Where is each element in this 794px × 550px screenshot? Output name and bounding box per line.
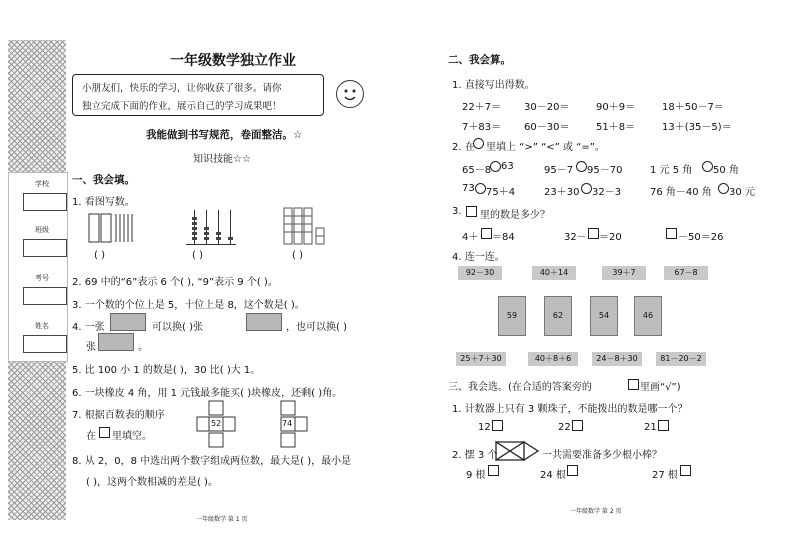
- question-4-end: ，也可以换( ): [286, 322, 347, 333]
- option-checkbox[interactable]: [658, 420, 669, 431]
- option-checkbox[interactable]: [492, 420, 503, 431]
- calc-item: 60－30＝: [524, 122, 570, 133]
- calc-item: 22＋7＝: [462, 102, 502, 113]
- cube-columns-figure: [282, 206, 328, 246]
- option-checkbox[interactable]: [680, 465, 691, 476]
- banknote-image: [246, 313, 282, 331]
- compare-circle[interactable]: [576, 161, 587, 172]
- page-footer: 一年级数学 第 1 页: [196, 516, 248, 523]
- bottom-card[interactable]: 81－20－2: [656, 352, 706, 366]
- compare-circle[interactable]: [581, 183, 592, 194]
- option-label: 24 根: [540, 470, 566, 481]
- class-field[interactable]: [23, 239, 67, 257]
- compare-circle[interactable]: [490, 161, 501, 172]
- question-5: 5. 比 100 小 1 的数是( )，30 比( )大 1。: [72, 365, 261, 376]
- number-box[interactable]: 54: [590, 296, 618, 336]
- option-label: 27 根: [652, 470, 678, 481]
- compare-left: 1 元 5 角: [650, 165, 693, 176]
- question-1: 1. 看图写数。: [72, 197, 135, 208]
- fill-box-right: ＝20: [599, 232, 622, 243]
- name-field[interactable]: [23, 335, 67, 353]
- question-4-start: 4. 一张: [72, 322, 105, 333]
- option-label: 12: [478, 422, 491, 433]
- fill-box-right: －50＝26: [678, 232, 724, 243]
- box-question: 里的数是多少？: [480, 210, 550, 221]
- fill-box-left: 4＋: [462, 232, 479, 243]
- compare-left: 23＋30: [544, 187, 580, 198]
- match-question: 4. 连一连。: [452, 252, 505, 263]
- calc-item: 51＋8＝: [596, 122, 636, 133]
- abacus-figure: [186, 206, 236, 245]
- question-4-middle: 可以换( )张: [152, 322, 203, 333]
- option-checkbox[interactable]: [572, 420, 583, 431]
- bottom-card[interactable]: 25＋7＋30: [456, 352, 506, 366]
- compare-circle[interactable]: [718, 183, 729, 194]
- bottom-card[interactable]: 24－8＋30: [592, 352, 642, 366]
- choice-question-1: 1. 计数器上只有 3 颗珠子，不能拨出的数是哪一个？: [452, 404, 688, 415]
- calc-item: 13＋(35－5)＝: [662, 122, 732, 133]
- bottom-card[interactable]: 40＋8＋6: [528, 352, 578, 366]
- choice-question-2-start: 2. 摆 3 个: [452, 450, 498, 461]
- fill-box-left: 32－: [564, 232, 587, 243]
- section-2-heading: 二、我会算。: [448, 54, 511, 66]
- motto: 我能做到书写规范，卷面整洁。☆: [146, 129, 303, 141]
- calc-item: 7＋83＝: [462, 122, 502, 133]
- compare-right: 95－70: [587, 165, 623, 176]
- option-label: 21: [644, 422, 657, 433]
- skill-heading: 知识技能☆☆: [193, 154, 251, 165]
- cartoon-child-icon: [336, 80, 364, 108]
- top-card[interactable]: 40＋14: [532, 266, 576, 280]
- compare-left: 73: [462, 183, 475, 194]
- top-card[interactable]: 92－30: [458, 266, 502, 280]
- option-label: 9 根: [466, 470, 486, 481]
- grid-value: 74: [282, 419, 293, 428]
- fill-box[interactable]: [481, 228, 492, 239]
- compare-right: 30 元: [729, 187, 755, 198]
- exam-number-field[interactable]: [23, 287, 67, 305]
- section-1-heading: 一、我会填。: [72, 174, 135, 186]
- number-box[interactable]: 59: [498, 296, 526, 336]
- square-icon: [466, 206, 477, 217]
- question-7-in: 在: [86, 431, 96, 442]
- question-4-unit: 张: [86, 342, 96, 353]
- fill-box[interactable]: [666, 228, 677, 239]
- number-box[interactable]: 46: [634, 296, 662, 336]
- exam-number-label: 考号: [35, 274, 49, 282]
- speech-line-2: 独立完成下面的作业，展示自己的学习成果吧！: [82, 101, 282, 112]
- box-question-number: 3.: [452, 206, 462, 217]
- compare-left: 95－7: [544, 165, 574, 176]
- question-8-line-2: ( )，这两个数相减的差是( )。: [86, 477, 218, 488]
- section-3-heading-start: 三、我会选。(在合适的答案旁的: [448, 382, 592, 393]
- question-7-line-1: 7. 根据百数表的顺序: [72, 410, 165, 421]
- question-6: 6. 一块橡皮 4 角，用 1 元钱最多能买( )块橡皮，还剩( )角。: [72, 388, 343, 399]
- banknote-image: [110, 313, 146, 331]
- number-box[interactable]: 62: [544, 296, 572, 336]
- calc-item: 30－20＝: [524, 102, 570, 113]
- blank-1c[interactable]: ( ): [292, 250, 303, 261]
- option-label: 22: [558, 422, 571, 433]
- compare-circle[interactable]: [702, 161, 713, 172]
- triangle-sticks-figure: [494, 440, 540, 465]
- section-3-heading-end: 里画“√”): [640, 382, 681, 393]
- calc-item: 18＋50－7＝: [662, 102, 724, 113]
- page-title: 一年级数学独立作业: [170, 53, 296, 69]
- compare-left: 65－8: [462, 165, 492, 176]
- option-checkbox[interactable]: [567, 465, 578, 476]
- compare-right: 50 角: [713, 165, 739, 176]
- option-checkbox[interactable]: [488, 465, 499, 476]
- compare-right: 32－3: [592, 187, 622, 198]
- question-2: 2. 69 中的“6”表示 6 个( ), “9”表示 9 个( )。: [72, 277, 278, 288]
- calc-item: 90＋9＝: [596, 102, 636, 113]
- banknote-image: [98, 333, 134, 351]
- compare-question-start: 2. 在: [452, 142, 475, 153]
- blank-1b[interactable]: ( ): [192, 250, 203, 261]
- compare-question-end: 里填上 “>” “<” 或 “=”。: [486, 142, 605, 153]
- compare-circle[interactable]: [475, 183, 486, 194]
- calc-question: 1. 直接写出得数。: [452, 80, 535, 91]
- square-icon: [628, 379, 639, 390]
- compare-right: 63: [501, 161, 514, 172]
- question-8-line-1: 8. 从 2，0，8 中选出两个数字组成两位数，最大是( )，最小是: [72, 456, 352, 467]
- student-info-panel: [8, 172, 68, 362]
- circle-icon: [473, 138, 484, 149]
- school-label: 学校: [35, 180, 49, 188]
- fill-box[interactable]: [588, 228, 599, 239]
- question-7-line-2: 里填空。: [112, 431, 152, 442]
- question-4-period: 。: [138, 342, 148, 353]
- blank-1a[interactable]: ( ): [94, 250, 105, 261]
- question-3: 3. 一个数的个位上是 5，十位上是 8，这个数是( )。: [72, 300, 305, 311]
- choice-question-2-end: 一共需要准备多少根小棒？: [542, 450, 662, 461]
- grid-value: 52: [211, 419, 222, 428]
- school-field[interactable]: [23, 193, 67, 211]
- top-card[interactable]: 39＋7: [602, 266, 646, 280]
- stick-bundles-figure: [88, 210, 138, 244]
- speech-line-1: 小朋友们，快乐的学习，让你收获了很多。请你: [82, 83, 282, 94]
- compare-right: 75＋4: [486, 187, 516, 198]
- class-label: 班级: [35, 226, 49, 234]
- fill-box-right: ＝84: [492, 232, 515, 243]
- answer-box[interactable]: [99, 427, 110, 438]
- compare-left: 76 角－40 角: [650, 187, 712, 198]
- top-card[interactable]: 67－8: [664, 266, 708, 280]
- page-footer: 一年级数学 第 2 页: [570, 508, 622, 515]
- name-label: 姓名: [35, 322, 49, 330]
